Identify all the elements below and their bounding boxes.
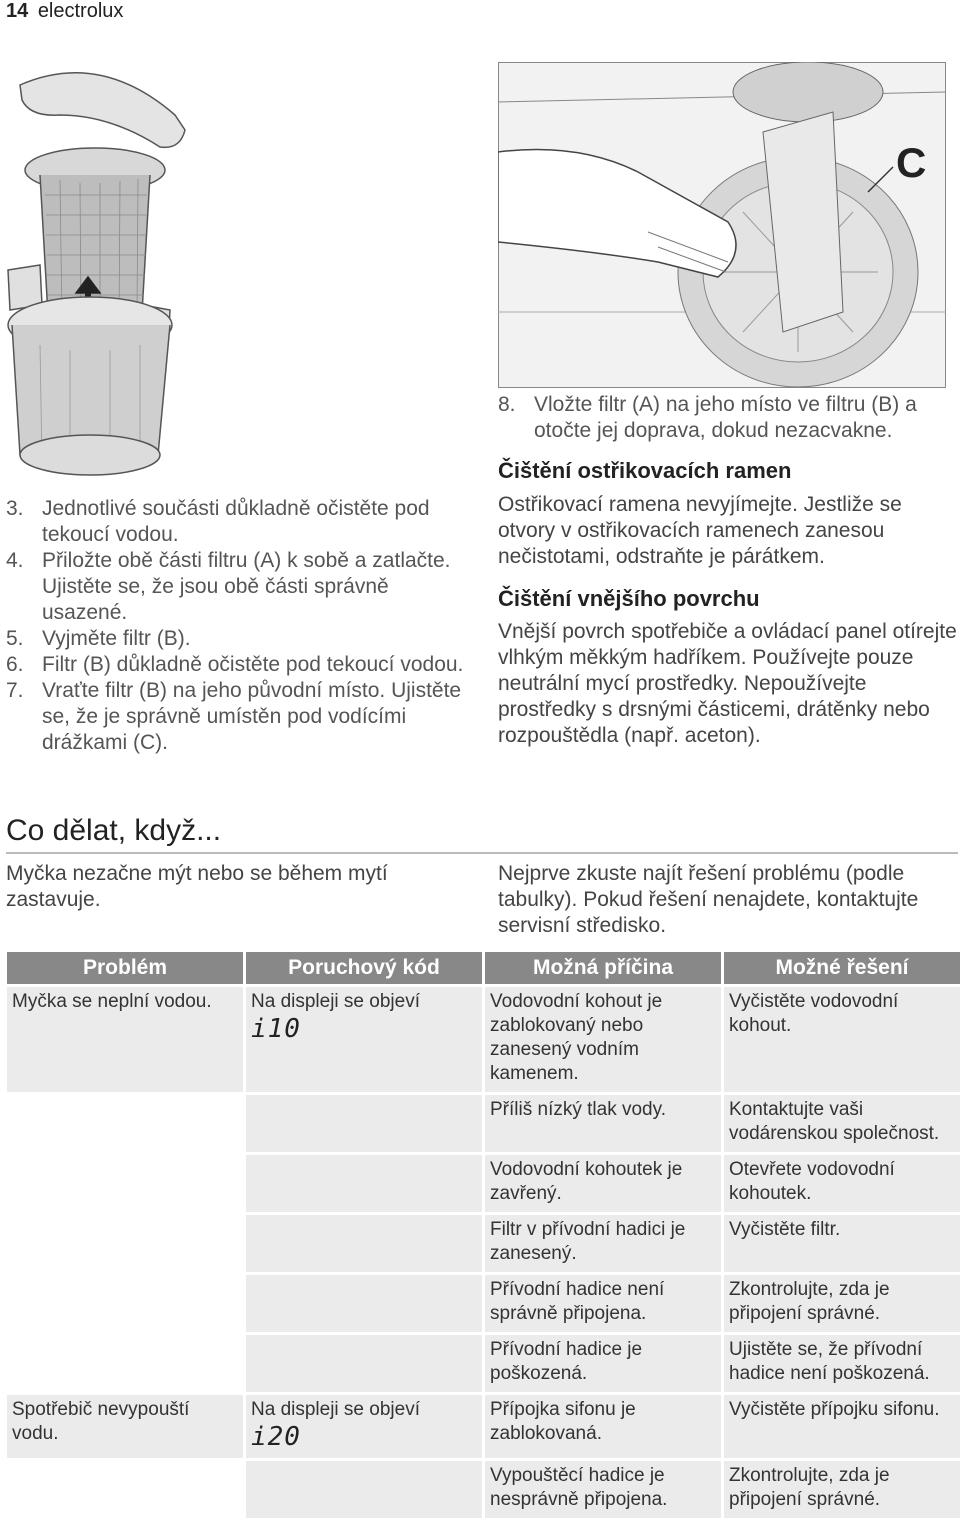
cell-error-code bbox=[246, 1155, 482, 1212]
code-text: Na displeji se objeví bbox=[251, 1399, 420, 1420]
cell-solution: Otevřete vodovodní kohoutek. bbox=[724, 1155, 960, 1212]
section-body-outer-surface: Vnější povrch spotřebiče a ovládací panel otírejte vlhkým měkkým hadříkem. Používejte pouze neutrální mycí prostředky. Nepoužívejte prostředky s drsnými částicemi, drátěnky nebo rozpouštědla (např. aceton). bbox=[498, 620, 957, 747]
section-divider bbox=[6, 852, 958, 854]
cell-error-code bbox=[246, 1461, 482, 1518]
cell-error-code bbox=[246, 1275, 482, 1332]
cell-cause: Přívodní hadice není správně připojena. bbox=[485, 1275, 721, 1332]
col-header-problem: Problém bbox=[7, 952, 243, 984]
table-row bbox=[7, 1095, 960, 1152]
step-number: 8. bbox=[498, 393, 516, 416]
step-text: Vložte filtr (A) na jeho místo ve filtru (B) a otočte jej doprava, dokud nezacvakne. bbox=[534, 393, 917, 442]
section-body-spray-arms: Ostřikovací ramena nevyjímejte. Jestliže se otvory v ostřikovacích ramenech zanesou nečistotami, odstraňte je párátkem. bbox=[498, 493, 902, 568]
step-text: Filtr (B) důkladně očistěte pod tekoucí vodou. bbox=[42, 653, 464, 676]
table-row bbox=[7, 1275, 960, 1332]
cell-solution: Zkontrolujte, zda je připojení správné. bbox=[724, 1461, 960, 1518]
table-row bbox=[7, 987, 960, 1092]
cell-cause: Filtr v přívodní hadici je zanesený. bbox=[485, 1215, 721, 1272]
cell-error-code bbox=[246, 1215, 482, 1272]
cell-problem bbox=[7, 1215, 243, 1272]
table-row bbox=[7, 1395, 960, 1458]
step-number: 5. bbox=[6, 627, 24, 650]
step-8 bbox=[498, 392, 958, 444]
brand-name: electrolux bbox=[37, 0, 124, 22]
cell-error-code bbox=[246, 1335, 482, 1392]
section-title-spray-arms: Čištění ostřikovacích ramen bbox=[498, 458, 792, 483]
table-row bbox=[7, 1461, 960, 1518]
troubleshoot-intro-left: Myčka nezačne mýt nebo se během mytí zastavuje. bbox=[6, 862, 388, 911]
cell-error-code bbox=[246, 1095, 482, 1152]
table-row bbox=[7, 1215, 960, 1272]
code-text: Na displeji se objeví bbox=[251, 991, 420, 1012]
cell-solution: Vyčistěte přípojku sifonu. bbox=[724, 1395, 960, 1458]
filter-insertion-illustration bbox=[498, 62, 946, 388]
cell-solution: Vyčistěte filtr. bbox=[724, 1215, 960, 1272]
step-number: 3. bbox=[6, 497, 24, 520]
page-number: 14 bbox=[6, 0, 29, 22]
step-text: Přiložte obě části filtru (A) k sobě a zatlačte. Ujistěte se, že jsou obě části správně usazené. bbox=[42, 549, 451, 624]
step-number: 7. bbox=[6, 679, 24, 702]
cell-problem bbox=[7, 1335, 243, 1392]
step-text: Jednotlivé součásti důkladně očistěte pod tekoucí vodou. bbox=[42, 497, 430, 546]
filter-parts-illustration bbox=[0, 55, 200, 495]
step-number: 6. bbox=[6, 653, 24, 676]
cell-problem: Myčka se neplní vodou. bbox=[7, 987, 243, 1092]
step-6 bbox=[6, 652, 464, 678]
cell-solution: Kontaktujte vaši vodárenskou společnost. bbox=[724, 1095, 960, 1152]
step-3 bbox=[6, 496, 464, 548]
step-5 bbox=[6, 626, 464, 652]
section-title-outer-surface: Čištění vnějšího povrchu bbox=[498, 586, 760, 611]
step-8-block bbox=[498, 392, 958, 444]
cell-problem bbox=[7, 1095, 243, 1152]
troubleshooting-table bbox=[4, 949, 960, 1521]
cell-problem bbox=[7, 1275, 243, 1332]
troubleshoot-intro-right: Nejprve zkuste najít řešení problému (podle tabulky). Pokud řešení nenajdete, kontaktujte servisní středisko. bbox=[498, 862, 919, 937]
table-row bbox=[7, 1335, 960, 1392]
cell-solution: Vyčistěte vodovodní kohout. bbox=[724, 987, 960, 1092]
troubleshoot-title: Co dělat, když... bbox=[6, 814, 222, 847]
col-header-solution: Možné řešení bbox=[724, 952, 960, 984]
step-text: Vraťte filtr (B) na jeho původní místo. Ujistěte se, že je správně umístěn pod vodícími drážkami (C). bbox=[42, 679, 462, 754]
cell-problem: Spotřebič nevypouští vodu. bbox=[7, 1395, 243, 1458]
cell-cause: Přípojka sifonu je zablokovaná. bbox=[485, 1395, 721, 1458]
cell-error-code bbox=[246, 987, 482, 1092]
step-text: Vyjměte filtr (B). bbox=[42, 627, 191, 650]
cell-problem bbox=[7, 1155, 243, 1212]
col-header-error-code: Poruchový kód bbox=[246, 952, 482, 984]
cell-cause: Vypouštěcí hadice je nesprávně připojena. bbox=[485, 1461, 721, 1518]
step-7 bbox=[6, 678, 464, 756]
col-header-cause: Možná příčina bbox=[485, 952, 721, 984]
step-number: 4. bbox=[6, 549, 24, 572]
cell-cause: Přívodní hadice je poškozená. bbox=[485, 1335, 721, 1392]
figure-label-c: C bbox=[896, 139, 927, 186]
steps-list-left bbox=[6, 496, 464, 756]
cell-problem bbox=[7, 1461, 243, 1518]
display-code: i10 bbox=[251, 1014, 301, 1044]
display-code: i20 bbox=[251, 1422, 301, 1452]
cell-cause: Vodovodní kohout je zablokovaný nebo zanesený vodním kamenem. bbox=[485, 987, 721, 1092]
step-4 bbox=[6, 548, 464, 626]
cell-solution: Zkontrolujte, zda je připojení správné. bbox=[724, 1275, 960, 1332]
cell-error-code bbox=[246, 1395, 482, 1458]
table-row bbox=[7, 1155, 960, 1212]
cell-cause: Příliš nízký tlak vody. bbox=[485, 1095, 721, 1152]
page-header bbox=[6, 0, 123, 23]
table-header-row bbox=[7, 952, 960, 984]
cell-solution: Ujistěte se, že přívodní hadice není poškozená. bbox=[724, 1335, 960, 1392]
cell-cause: Vodovodní kohoutek je zavřený. bbox=[485, 1155, 721, 1212]
